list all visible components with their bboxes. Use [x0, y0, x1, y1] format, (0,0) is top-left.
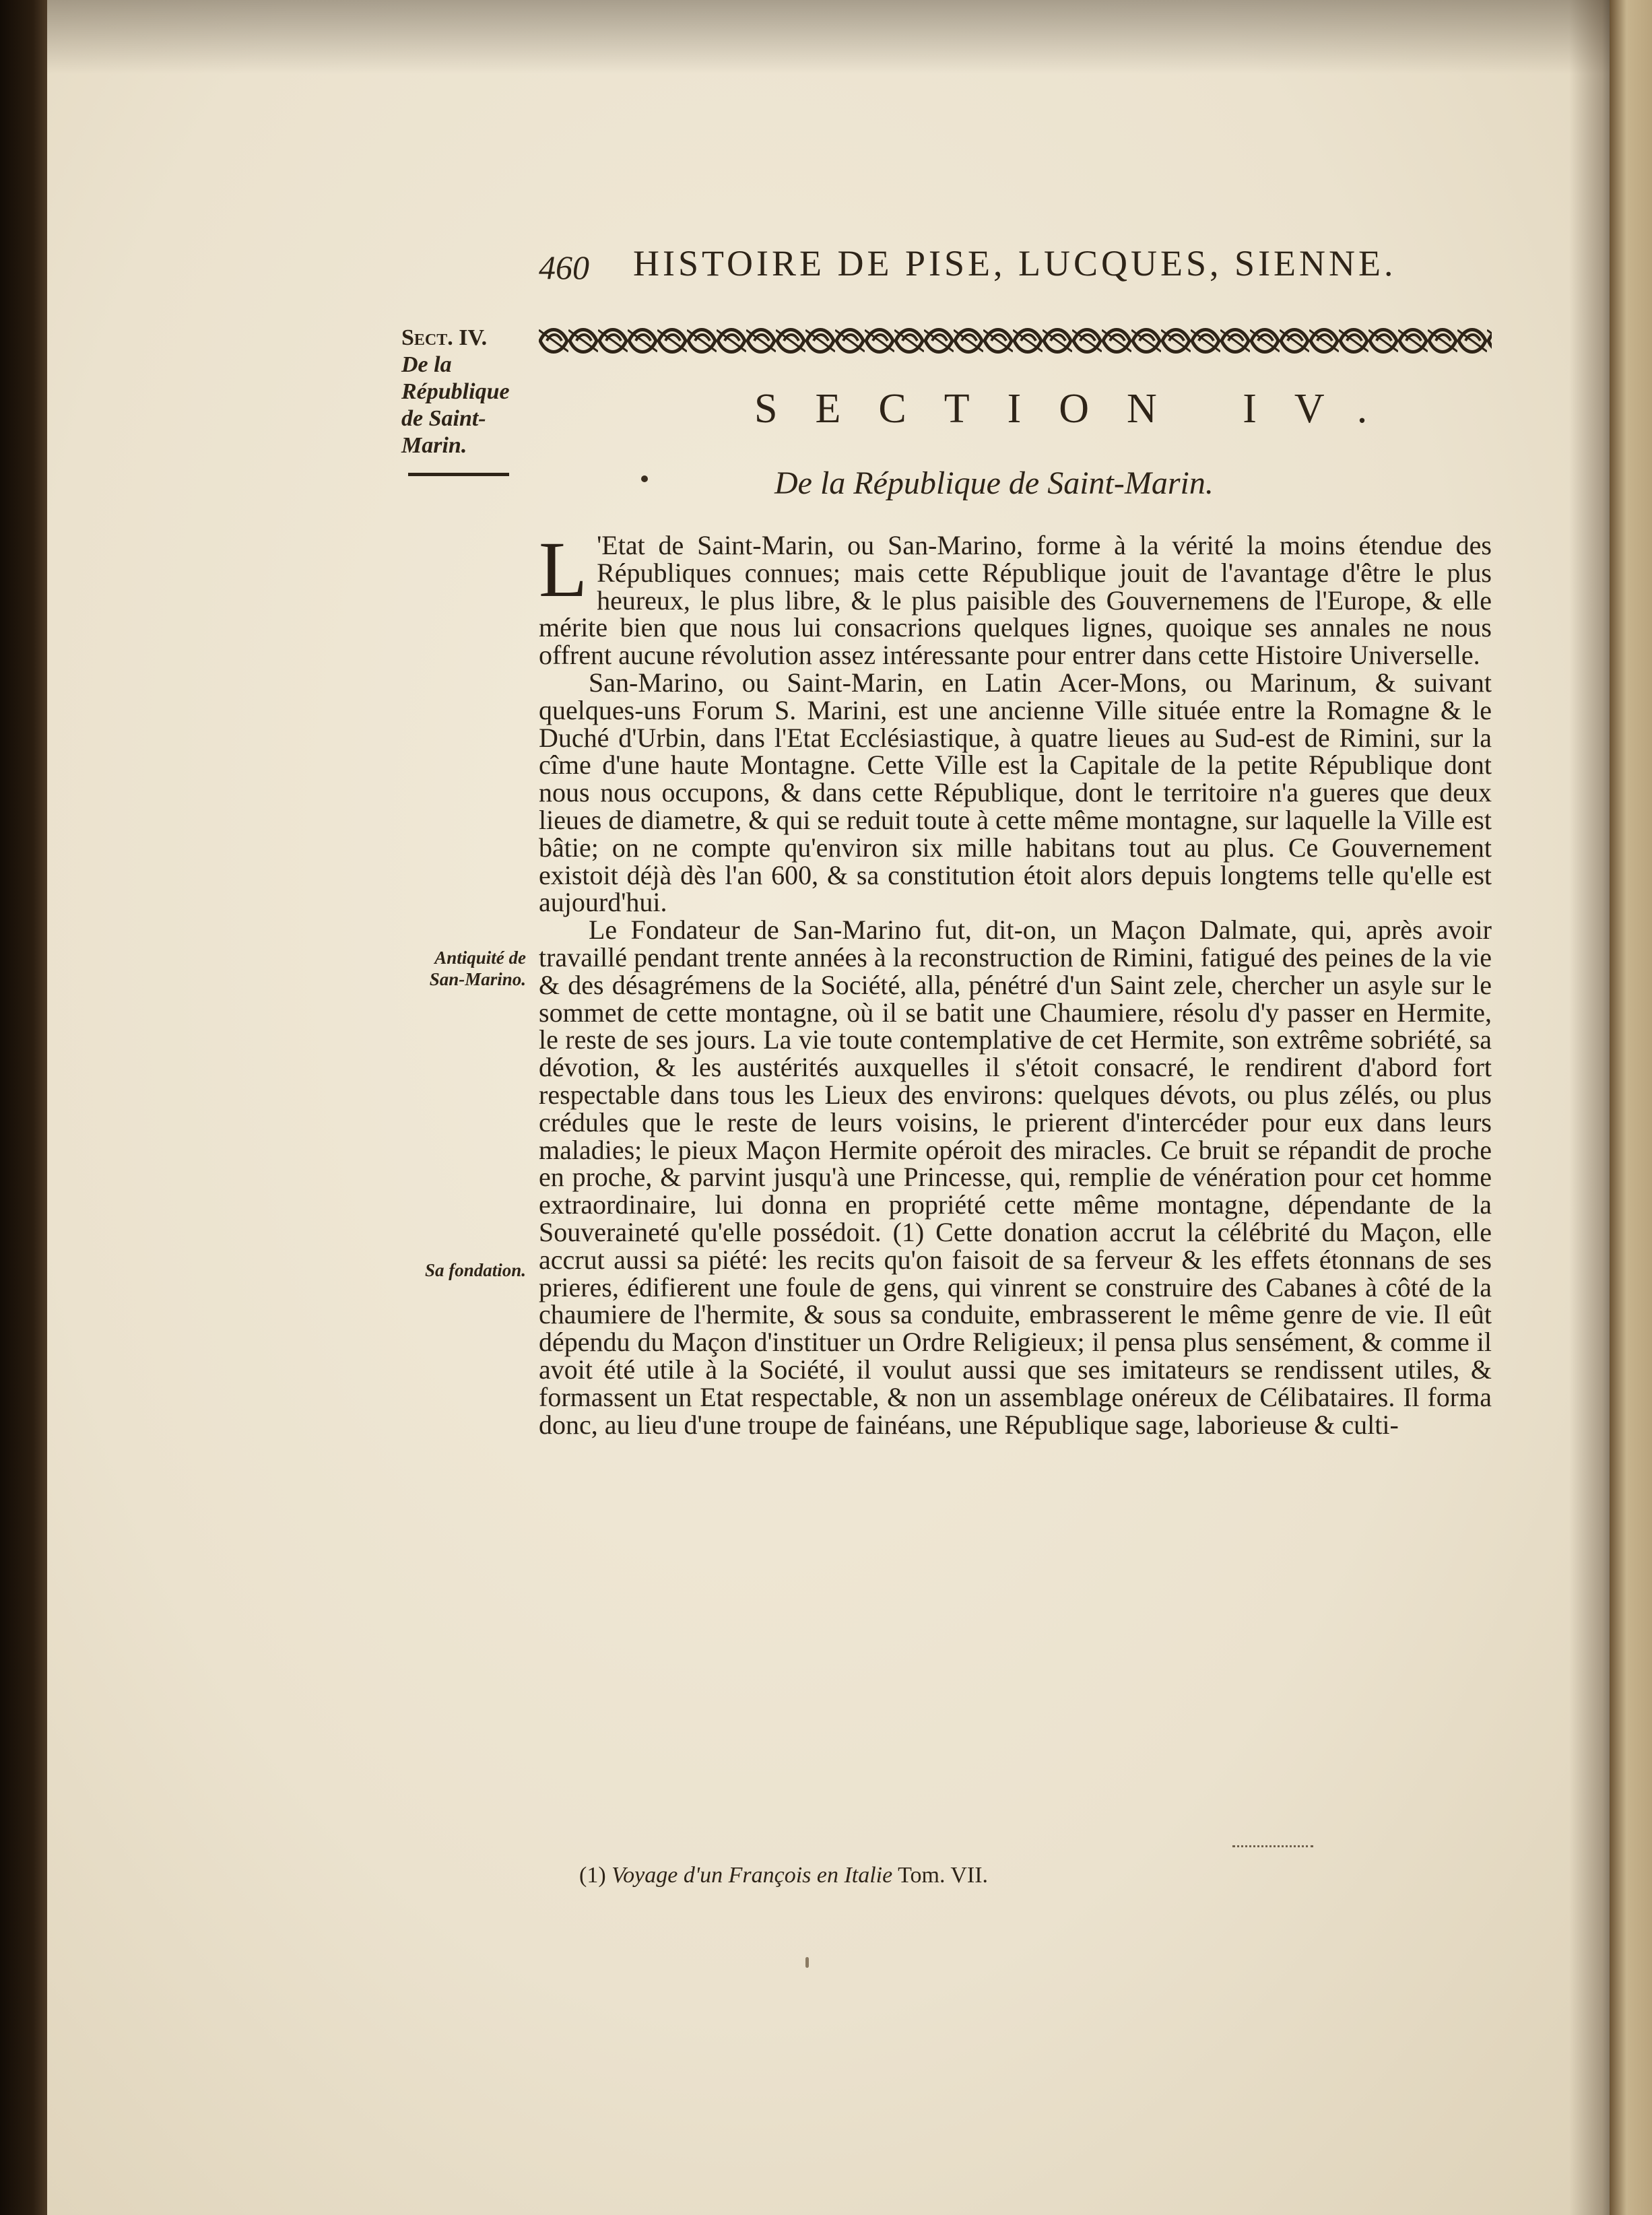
body-text	[539, 525, 1492, 1440]
running-title: HISTOIRE DE PISE, LUCQUES, SIENNE.	[633, 243, 1397, 284]
margin-sect-label: Sect. IV.	[401, 325, 488, 350]
margin-sect-title: De la République de Saint-Marin.	[401, 352, 510, 458]
footnote-ref: Tom. VII.	[898, 1863, 989, 1888]
dotted-mark	[1232, 1845, 1313, 1850]
paper-speck	[805, 1957, 809, 1968]
margin-section-ref	[401, 325, 536, 459]
left-page-shadow	[0, 0, 47, 2215]
paragraph-1	[539, 525, 1492, 671]
paragraph-2: San-Marino, ou Saint-Marin, en Latin Acer-Mons, ou Marinum, & suivant quelques-uns Forum S. Marini, est une ancienne Ville située entre la Romagne & le Duché d'Urbin, dans l'Etat Ecclésiastique, à quatre lieues au Sud-est de Rimini, sur la cîme d'une haute Montagne. Cette Ville est la Capitale de la petite République dont nous nous occupons, & dans cette République, dont le territoire n'a gueres que deux lieues de diametre, & qui se reduit toute à cette même montagne, sur laquelle la Ville est bâtie; on ne compte qu'environ six mille habitans tout au plus. Ce Gouvernement existoit déjà dès l'an 600, & sa constitution étoit alors depuis longtems telle qu'elle est aujourd'hui.	[539, 667, 1492, 918]
section-subtitle: De la République de Saint-Marin.	[774, 465, 1214, 501]
ornament-dot	[641, 475, 648, 482]
page-edges	[1610, 0, 1652, 2215]
margin-note-fondation: Sa fondation.	[424, 1260, 526, 1280]
footnote-marker: (1)	[579, 1863, 606, 1888]
top-shadow	[47, 0, 1610, 74]
paragraph-1-text: 'Etat de Saint-Marin, ou San-Marino, forme à la vérité la moins étendue des Républiques connues; mais cette République jouit de l'avantage d'être le plus heureux, le plus libre, & le plus paisible des Gouvernemens de l'Europe, & elle mérite bien que nous lui consacrions quelques lignes, quoique ses annales ne nous offrent aucune révolution assez intéressante pour entrer dans cette Histoire Universelle.	[539, 530, 1492, 671]
footnote	[579, 1863, 988, 1888]
ornamental-band	[539, 322, 1492, 360]
page-number: 460	[539, 249, 589, 286]
margin-note-antiquite: Antiquité de San-Marino.	[429, 948, 526, 989]
paragraph-3: Le Fondateur de San-Marino fut, dit-on, un Maçon Dalmate, qui, après avoir travaillé pendant trente années à la reconstruction de Rimini, fatigué des peines de la vie & des désagrémens de la Société, alla, pénétré d'un Saint zele, chercher un asyle sur le sommet de cette montagne, où il se batit une Chaumiere, résolu d'y passer en Hermite, le reste de ses jours. La vie toute contemplative de cet Hermite, son extrême sobriété, sa dévotion, & les austérités auxquelles il s'étoit consacré, le rendirent d'abord fort respectable dans tous les Lieux des environs: quelques dévots, ou plus zélés, ou plus crédules que le reste de leurs voisins, le prierent d'intercéder pour eux dans leurs maladies; le pieux Maçon Hermite opéroit des miracles. Ce bruit se répandit de proche en proche, & parvint jusqu'à une Princesse, qui, remplie de vénération pour cet homme extraordinaire, lui donna en propriété cette même montagne, dépendante de la Souveraineté qu'elle possédoit. (1) Cette donation accrut la célébrité du Maçon, elle accrut aussi sa piété: les recits qu'on faisoit de sa ferveur & les effets étonnans de ses prieres, édifierent une foule de gens, qui vinrent se construire des Cabanes à côté de la chaumiere de l'hermite, & sous sa conduite, embrasserent le même genre de vie. Il eût dépendu du Maçon d'instituer un Ordre Religieux; il pensa plus sensément, & comme il avoit été utile à la Société, il voulut aussi que ses imitateurs se rendissent utiles, & formassent un Etat respectable, & non un assemblage onéreux de Célibataires. Il forma donc, au lieu d'une troupe de fainéans, une République sage, laborieuse & culti-	[539, 915, 1492, 1440]
drop-cap: L	[539, 525, 588, 614]
footnote-text: Voyage d'un François en Italie	[612, 1863, 893, 1888]
margin-rule	[408, 473, 509, 476]
section-heading: SECTION IV.	[754, 386, 1406, 432]
running-head	[539, 242, 1397, 290]
